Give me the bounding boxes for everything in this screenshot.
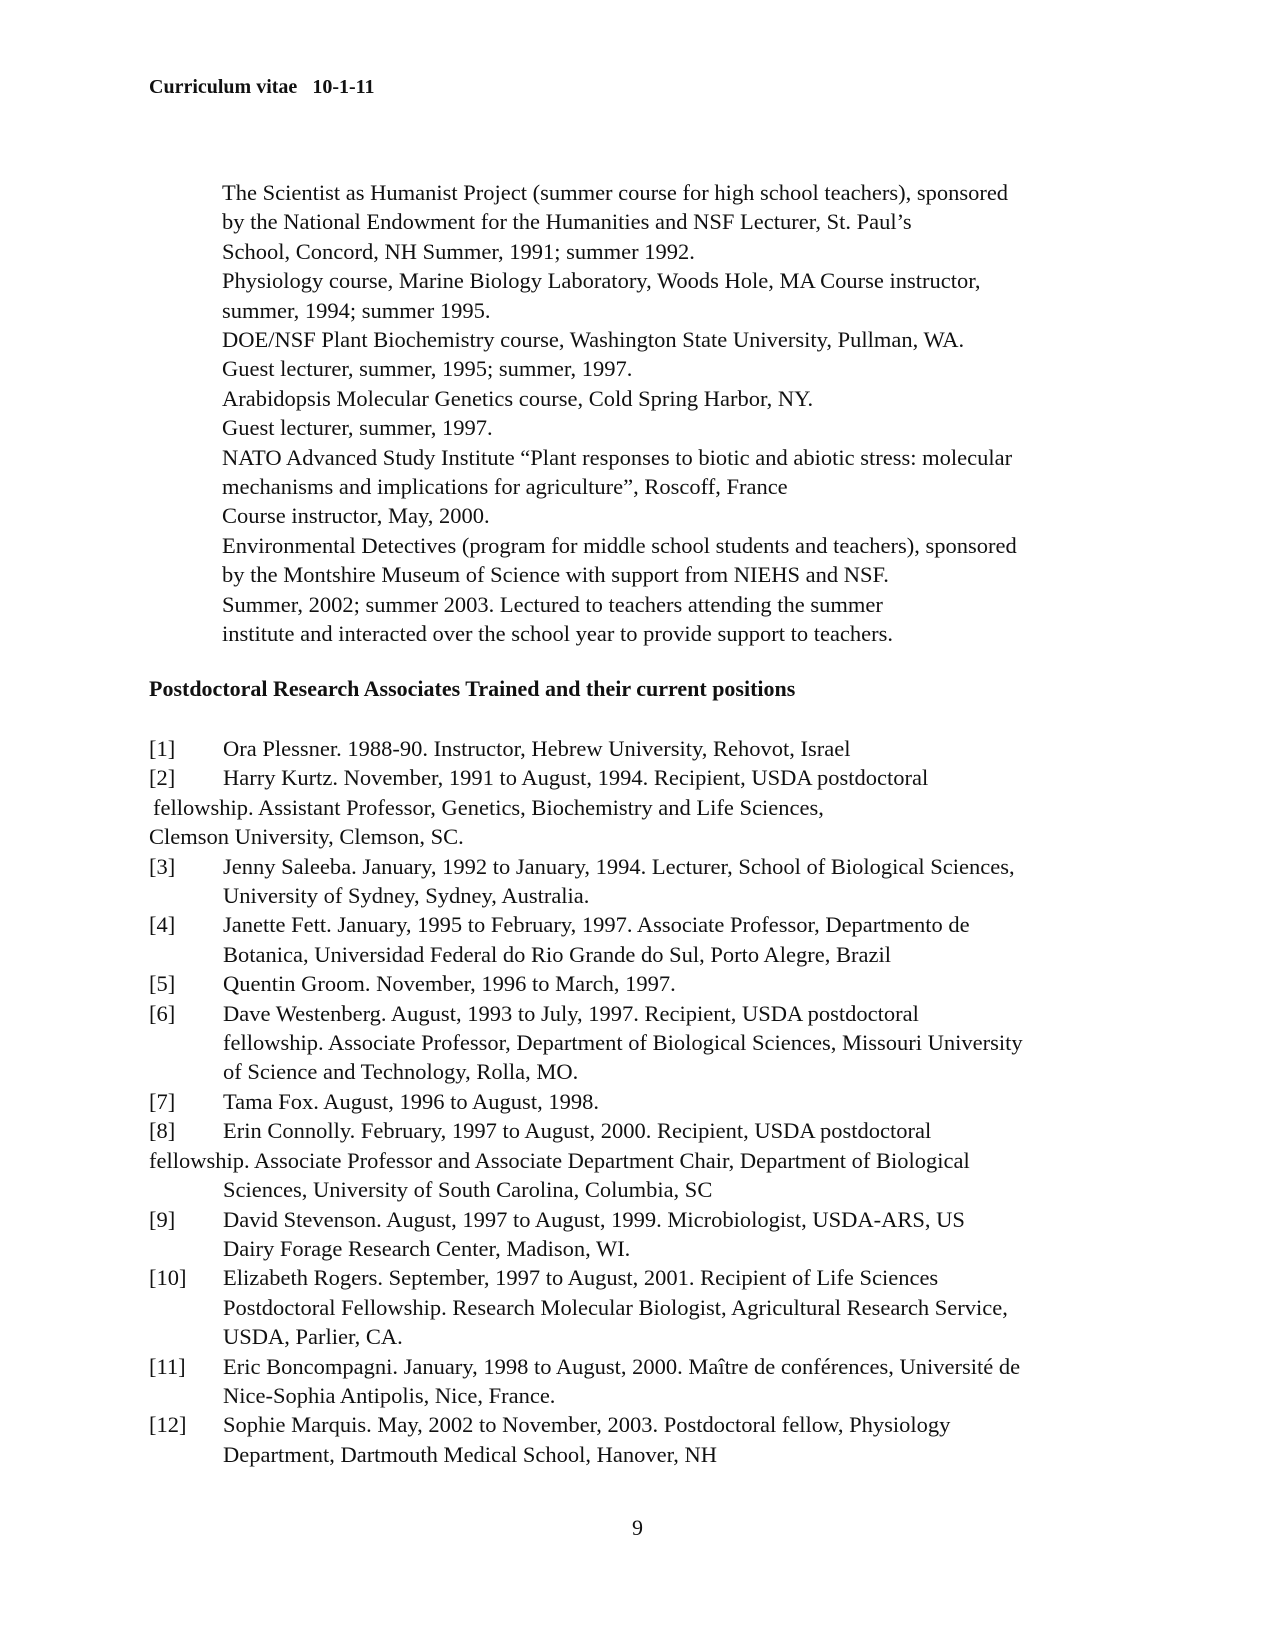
entry-number: [12] [149,1412,187,1438]
postdoc-entry [149,1410,1134,1469]
entry-number: [9] [149,1206,176,1232]
postdoc-entry [149,969,1134,998]
entry-line: David Stevenson. August, 1997 to August, 1999. Microbiologist, USDA-ARS, US [223,1206,965,1232]
teaching-entry [222,325,1122,384]
teaching-line: Arabidopsis Molecular Genetics course, Cold Spring Harbor, NY. [222,385,814,411]
teaching-line: institute and interacted over the school year to provide support to teachers. [222,621,894,647]
document-header [149,76,375,99]
entry-number: [6] [149,1000,176,1026]
entry-line: fellowship. Associate Professor, Department of Biological Sciences, Missouri University [223,1030,1023,1056]
entry-line: Department, Dartmouth Medical School, Hanover, NH [223,1441,717,1467]
teaching-line: NATO Advanced Study Institute “Plant responses to biotic and abiotic stress: molecular [222,444,1013,470]
entry-line: Ora Plessner. 1988-90. Instructor, Hebrew University, Rehovot, Israel [223,736,851,761]
postdoc-entry [149,852,1134,911]
teaching-line: The Scientist as Humanist Project (summer course for high school teachers), sponsored [222,180,1009,205]
entry-number: [4] [149,912,176,938]
entry-line: University of Sydney, Sydney, Australia. [223,883,590,909]
header-date: 10-1-11 [312,76,375,98]
entry-number: [10] [149,1265,187,1291]
entry-line: Sophie Marquis. May, 2002 to November, 2003. Postdoctoral fellow, Physiology [223,1412,951,1438]
entry-line: Clemson University, Clemson, SC. [149,824,464,850]
postdoc-entry [149,910,1134,969]
teaching-entry [222,384,1122,443]
teaching-line: Environmental Detectives (program for middle school students and teachers), sponsored [222,532,1017,558]
entry-line: Nice-Sophia Antipolis, Nice, France. [223,1382,556,1408]
entry-line: Botanica, Universidad Federal do Rio Grande do Sul, Porto Alegre, Brazil [223,941,891,967]
postdoc-entry [149,1352,1134,1411]
entry-line: Dairy Forage Research Center, Madison, WI. [223,1235,631,1261]
entry-number: [7] [149,1088,176,1114]
entry-line: fellowship. Assistant Professor, Genetics, Biochemistry and Life Sciences, [153,794,824,820]
entry-number: [11] [149,1353,186,1379]
entry-line: fellowship. Associate Professor and Associate Department Chair, Department of Biological [149,1147,970,1173]
teaching-entry [222,178,1122,266]
teaching-line: DOE/NSF Plant Biochemistry course, Washington State University, Pullman, WA. [222,327,965,353]
teaching-list [222,178,1122,649]
teaching-line: Guest lecturer, summer, 1997. [222,415,493,441]
entry-line: of Science and Technology, Rolla, MO. [223,1059,579,1085]
teaching-line: Summer, 2002; summer 2003. Lectured to teachers attending the summer [222,591,883,617]
entry-line: Dave Westenberg. August, 1993 to July, 1997. Recipient, USDA postdoctoral [223,1000,919,1026]
teaching-line: summer, 1994; summer 1995. [222,297,491,323]
postdoc-list [149,734,1134,1469]
entry-number: [5] [149,971,176,997]
teaching-line: by the Montshire Museum of Science with support from NIEHS and NSF. [222,562,889,588]
entry-line: Postdoctoral Fellowship. Research Molecular Biologist, Agricultural Research Service, [223,1294,1008,1320]
entry-line: Harry Kurtz. November, 1991 to August, 1994. Recipient, USDA postdoctoral [223,765,929,791]
teaching-line: Course instructor, May, 2000. [222,503,490,529]
postdoc-entry [149,763,1134,851]
section-title: Postdoctoral Research Associates Trained and their current positions [149,676,796,701]
teaching-entry [222,266,1122,325]
entry-line: USDA, Parlier, CA. [223,1324,403,1350]
entry-number: [8] [149,1118,176,1144]
teaching-line: Guest lecturer, summer, 1995; summer, 1997. [222,356,633,382]
entry-number: [3] [149,853,176,879]
entry-line: Jenny Saleeba. January, 1992 to January, 1994. Lecturer, School of Biological Sciences, [223,853,1015,879]
teaching-line: mechanisms and implications for agriculture”, Roscoff, France [222,474,788,500]
teaching-line: Physiology course, Marine Biology Laboratory, Woods Hole, MA Course instructor, [222,268,981,294]
entry-number: [1] [149,736,176,761]
entry-line: Janette Fett. January, 1995 to February, 1997. Associate Professor, Departmento de [223,912,970,938]
header-title: Curriculum vitae [149,76,298,98]
teaching-line: School, Concord, NH Summer, 1991; summer 1992. [222,238,695,264]
entry-line: Elizabeth Rogers. September, 1997 to August, 2001. Recipient of Life Sciences [223,1265,939,1291]
entry-line: Quentin Groom. November, 1996 to March, 1997. [223,971,676,997]
postdoc-entry [149,1087,1134,1116]
postdoc-entry [149,1116,1134,1204]
postdoc-entry [149,999,1134,1087]
teaching-line: by the National Endowment for the Humanities and NSF Lecturer, St. Paul’s [222,209,912,235]
entry-number: [2] [149,765,176,791]
entry-line: Tama Fox. August, 1996 to August, 1998. [223,1088,599,1114]
entry-line: Eric Boncompagni. January, 1998 to August, 2000. Maître de conférences, Université de [223,1353,1021,1379]
postdoc-entry [149,734,1134,763]
entry-line: Erin Connolly. February, 1997 to August, 2000. Recipient, USDA postdoctoral [223,1118,932,1144]
teaching-entry [222,443,1122,531]
page-number: 9 [632,1515,643,1540]
teaching-entry [222,531,1122,649]
entry-line: Sciences, University of South Carolina, Columbia, SC [223,1177,713,1203]
postdoc-entry [149,1205,1134,1264]
postdoc-entry [149,1263,1134,1351]
